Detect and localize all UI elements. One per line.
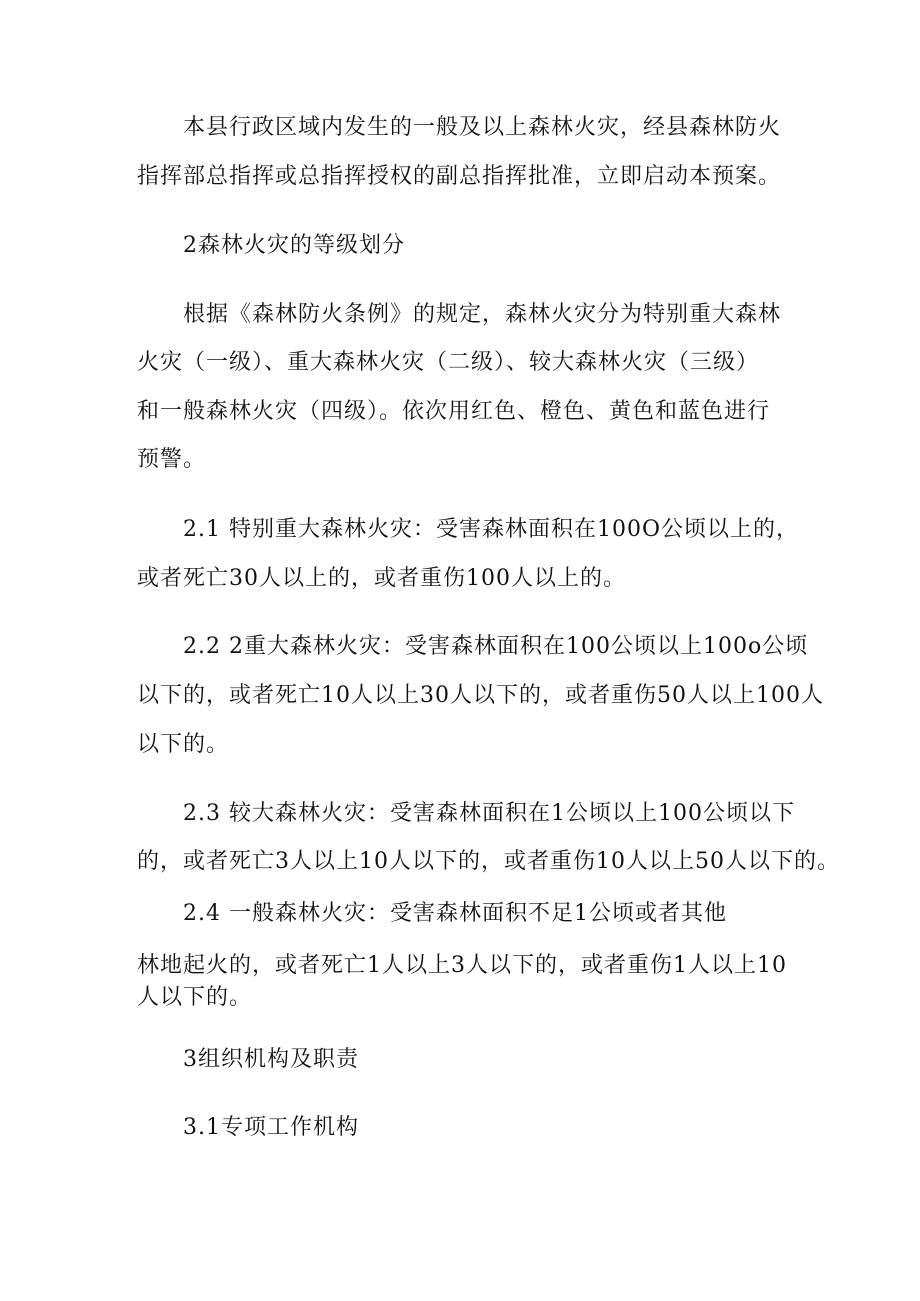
section-heading-3-1: 3.1专项工作机构: [183, 1115, 359, 1140]
item-2-2-line-1: 2.2 2重大森林火灾：受害森林面积在100公顷以上100o公顷: [183, 634, 809, 659]
item-2-4-line-3: 人以下的。: [137, 985, 253, 1010]
item-2-4-line-1: 2.4 一般森林火灾：受害森林面积不足1公顷或者其他: [183, 901, 727, 926]
item-2-2-line-3: 以下的。: [137, 732, 230, 757]
classification-line-3: 和一般森林火灾（四级）。依次用红色、橙色、黄色和蓝色进行: [137, 399, 771, 424]
item-2-4-line-2: 林地起火的，或者死亡1人以上3人以下的，或者重伤1人以上10: [137, 953, 787, 978]
classification-line-2: 火灾（一级）、重大森林火灾（二级）、较大森林火灾（三级）: [137, 350, 760, 375]
item-2-1-line-1: 2.1 特别重大森林火灾：受害森林面积在100O公顷以上的，: [183, 517, 800, 542]
classification-line-1: 根据《森林防火条例》的规定，森林火灾分为特别重大森林: [183, 302, 782, 327]
intro-line-1: 本县行政区域内发生的一般及以上森林火灾，经县森林防火: [183, 115, 782, 140]
item-2-3-line-1: 2.3 较大森林火灾：受害森林面积在1公顷以上100公顷以下: [183, 801, 795, 826]
classification-line-4: 预警。: [137, 447, 207, 472]
intro-line-2: 指挥部总指挥或总指挥授权的副总指挥批准，立即启动本预案。: [137, 164, 782, 189]
section-heading-2: 2森林火灾的等级划分: [183, 233, 405, 258]
section-heading-3: 3组织机构及职责: [183, 1047, 359, 1072]
item-2-2-line-2: 以下的，或者死亡10人以上30人以下的，或者重伤50人以上100人: [137, 683, 824, 708]
item-2-3-line-2: 的，或者死亡3人以上10人以下的，或者重伤10人以上50人以下的。: [137, 849, 840, 874]
item-2-1-line-2: 或者死亡30人以上的，或者重伤100人以上的。: [137, 566, 626, 591]
